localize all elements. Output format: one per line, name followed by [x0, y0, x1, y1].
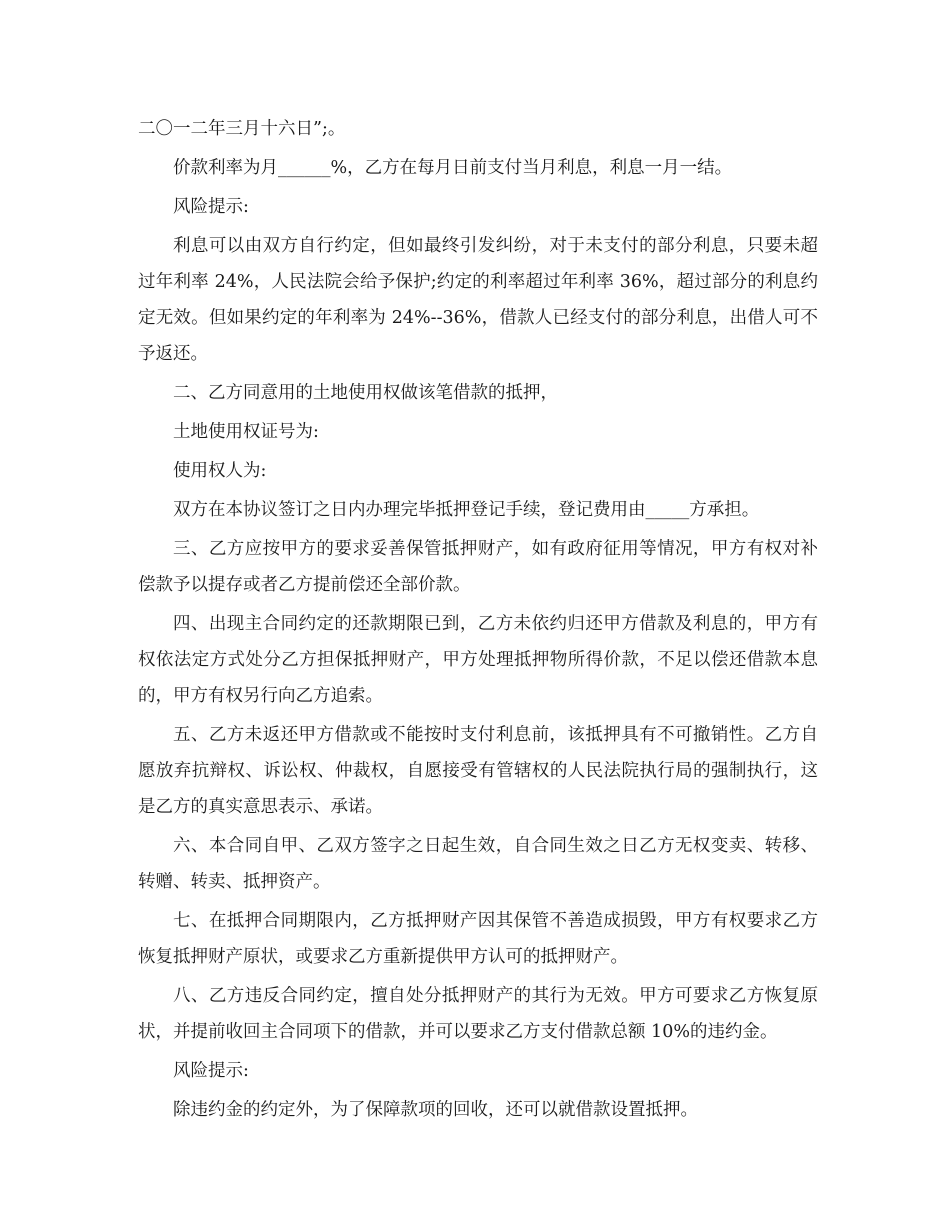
paragraph-clause-6: 六、本合同自甲、乙双方签字之日起生效，自合同生效之日乙方无权变卖、转移、转赠、转卖、抵押资产。 [138, 836, 818, 892]
paragraph-land-owner: 使用权人为: [173, 461, 267, 481]
paragraph-clause-4: 四、出现主合同约定的还款期限已到，乙方未依约归还甲方借款及利息的，甲方有权依法定方式处分乙方担保抵押财产，甲方处理抵押物所得价款，不足以偿还借款本息的，甲方有权另行向乙方追索。 [138, 614, 818, 706]
paragraph-date: 二〇一二年三月十六日”;。 [138, 119, 346, 139]
paragraph-clause-8: 八、乙方违反合同约定，擅自处分抵押财产的其行为无效。甲方可要求乙方恢复原状，并提前收回主合同项下的借款，并可以要求乙方支付借款总额 10%的违约金。 [138, 986, 818, 1042]
paragraph-land-cert: 土地使用权证号为: [173, 422, 319, 442]
paragraph-interest-rate: 价款利率为月______%，乙方在每月日前支付当月利息，利息一月一结。 [173, 158, 733, 178]
document-body [138, 111, 818, 1131]
paragraph-registration: 双方在本协议签订之日内办理完毕抵押登记手续，登记费用由_____方承担。 [173, 500, 760, 520]
paragraph-interest-risk: 利息可以由双方自行约定，但如最终引发纠纷，对于未支付的部分利息，只要未超过年利率 24%，人民法院会给予保护;约定的利率超过年利率 36%，超过部分的利息约定无效。但如果约定的年利率为 24%--36%，借款人已经支付的部分利息，出借人可不予返还。 [138, 236, 818, 364]
paragraph-risk-heading: 风险提示: [173, 197, 249, 217]
paragraph-clause-5: 五、乙方未返还甲方借款或不能按时支付利息前，该抵押具有不可撤销性。乙方自愿放弃抗辩权、诉讼权、仲裁权，自愿接受有管辖权的人民法院执行局的强制执行，这是乙方的真实意思表示、承诺。 [138, 725, 818, 817]
paragraph-clause-3: 三、乙方应按甲方的要求妥善保管抵押财产，如有政府征用等情况，甲方有权对补偿款予以提存或者乙方提前偿还全部价款。 [138, 539, 818, 595]
paragraph-collateral-note: 除违约金的约定外，为了保障款项的回收，还可以就借款设置抵押。 [173, 1100, 698, 1120]
paragraph-clause-7: 七、在抵押合同期限内，乙方抵押财产因其保管不善造成损毁，甲方有权要求乙方恢复抵押财产原状，或要求乙方重新提供甲方认可的抵押财产。 [138, 911, 818, 967]
paragraph-clause-2: 二、乙方同意用的土地使用权做该笔借款的抵押， [173, 383, 558, 403]
paragraph-risk-heading-2: 风险提示: [173, 1061, 249, 1081]
